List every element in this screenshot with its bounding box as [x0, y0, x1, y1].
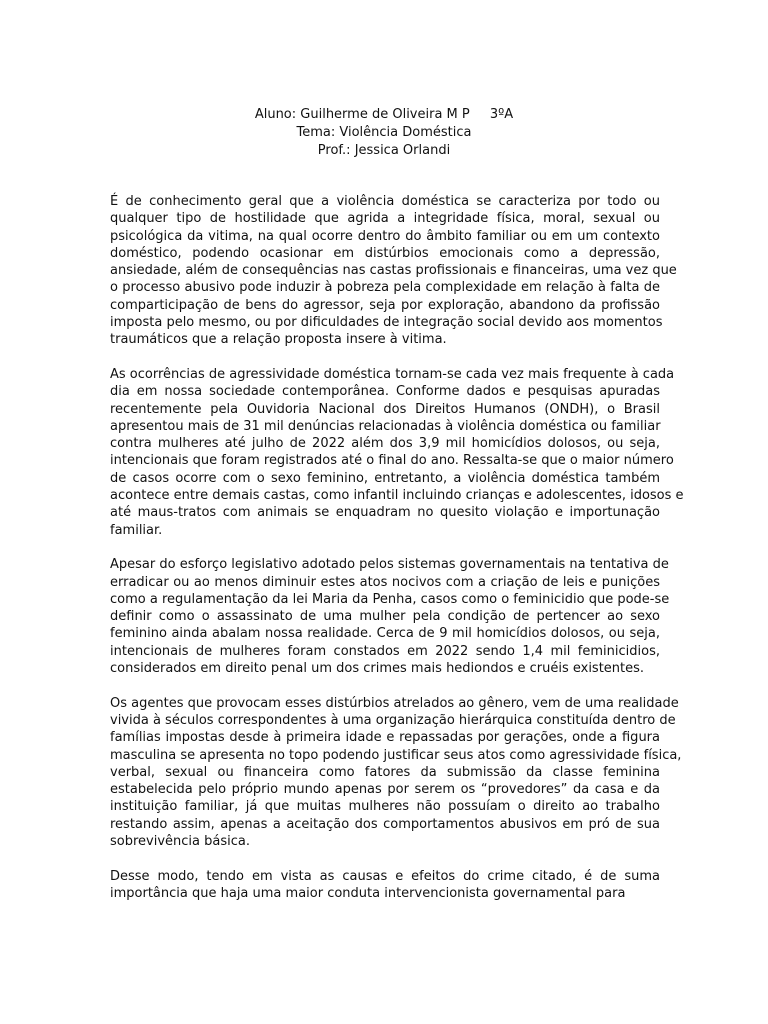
paragraph-line: dia em nossa sociedade contemporânea. Conforme dados e pesquisas apuradas — [110, 384, 660, 400]
paragraph-line: masculina se apresenta no topo podendo justificar seus atos como agressividade física, — [110, 747, 682, 763]
paragraph-line: como a regulamentação da lei Maria da Penha, casos como o feminicidio que pode-se — [110, 591, 670, 607]
paragraph-line: de casos ocorre com o sexo feminino, entretanto, a violência doméstica também — [110, 470, 660, 486]
paragraph-spacer — [110, 850, 660, 867]
paragraph-line: intencionais de mulheres foram constados em 2022 sendo 1,4 mil feminicidios, — [110, 643, 660, 659]
paragraph-line: doméstico, podendo ocasionar em distúrbios emocionais como a depressão, — [110, 245, 660, 261]
paragraph-line: ansiedade, além de consequências nas castas profissionais e financeiras, uma vez que — [110, 263, 677, 279]
paragraph-4 — [110, 695, 682, 851]
paragraph-line: sobrevivência básica. — [110, 833, 250, 849]
student-name: Aluno: Guilherme de Oliveira M P — [254, 107, 470, 122]
paragraph-line: comparticipação de bens do agressor, seja por exploração, abandono da profissão — [110, 297, 660, 313]
paragraph-line: considerados em direito penal um dos crimes mais hediondos e cruéis existentes. — [110, 661, 645, 677]
theme-line: Tema: Violência Doméstica — [296, 125, 472, 140]
paragraph-line: Apesar do esforço legislativo adotado pelos sistemas governamentais na tentativa de — [110, 557, 669, 573]
paragraph-line: familiar. — [110, 522, 163, 538]
paragraph-line: feminino ainda abalam nossa realidade. Cerca de 9 mil homicídios dolosos, ou seja, — [110, 626, 660, 642]
paragraph-line: definir como o assassinato de uma mulher pela condição de pertencer ao sexo — [110, 609, 660, 625]
paragraph-1 — [110, 193, 677, 349]
paragraph-line: erradicar ou ao menos diminuir estes atos nocivos com a criação de leis e punições — [110, 574, 660, 590]
paragraph-line: estabelecida pelo próprio mundo apenas por serem os “provedores” da casa e da — [110, 782, 660, 798]
paragraph-line: qualquer tipo de hostilidade que agrida a integridade física, moral, sexual ou — [110, 211, 660, 227]
paragraph-line: famílias impostas desde à primeira idade e repassadas por gerações, onde a figura — [110, 730, 660, 746]
paragraph-line: importância que haja uma maior conduta intervencionista governamental para — [110, 885, 626, 901]
paragraph-5 — [110, 868, 660, 903]
paragraph-2 — [110, 366, 684, 539]
paragraph-line: restando assim, apenas a aceitação dos comportamentos abusivos em pró de sua — [110, 816, 660, 832]
paragraph-line: As ocorrências de agressividade doméstica tornam-se cada vez mais frequente à cada — [110, 366, 675, 382]
paragraph-line: imposta pelo mesmo, ou por dificuldades de integração social devido aos momentos — [110, 315, 663, 331]
paragraph-line: psicológica da vitima, na qual ocorre dentro do âmbito familiar ou em um contexto — [110, 228, 660, 244]
paragraph-line: traumáticos que a relação proposta insere à vitima. — [110, 332, 447, 348]
paragraph-spacer — [110, 677, 660, 694]
paragraph-line: contra mulheres até julho de 2022 além dos 3,9 mil homicídios dolosos, ou seja, — [110, 436, 660, 452]
student-line — [0, 106, 768, 124]
paragraph-line: apresentou mais de 31 mil denúncias relacionadas à violência doméstica ou familiar — [110, 418, 661, 434]
paragraph-line: verbal, sexual ou financeira como fatores da submissão da classe feminina — [110, 764, 660, 780]
paragraph-line: É de conhecimento geral que a violência doméstica se caracteriza por todo ou — [110, 194, 660, 209]
paragraph-line: vivida à séculos correspondentes à uma organização hierárquica constituída dentro de — [110, 712, 676, 728]
paragraph-line: Desse modo, tendo em vista as causas e efeitos do crime citado, é de suma — [110, 868, 660, 884]
paragraph-line: o processo abusivo pode induzir à pobreza pela complexidade em relação à falta de — [110, 280, 660, 296]
paragraph-3 — [110, 556, 670, 677]
professor-line: Prof.: Jessica Orlandi — [317, 143, 451, 158]
paragraph-spacer — [110, 349, 660, 366]
document-header — [0, 106, 768, 160]
essay-body — [110, 193, 684, 902]
paragraph-line: acontece entre demais castas, como infantil incluindo crianças e adolescentes, idosos e — [110, 488, 684, 504]
paragraph-line: intencionais que foram registrados até o final do ano. Ressalta-se que o maior número — [110, 453, 674, 469]
class-code: 3ºA — [489, 107, 514, 122]
paragraph-line: até maus-tratos com animais se enquadram no quesito violação e importunação — [110, 505, 660, 521]
paragraph-spacer — [110, 539, 660, 556]
paragraph-line: Os agentes que provocam esses distúrbios atrelados ao gênero, vem de uma realidade — [110, 695, 679, 711]
paragraph-line: recentemente pela Ouvidoria Nacional dos Direitos Humanos (ONDH), o Brasil — [110, 401, 660, 417]
paragraph-line: instituição familiar, já que muitas mulheres não possuíam o direito ao trabalho — [110, 799, 660, 815]
